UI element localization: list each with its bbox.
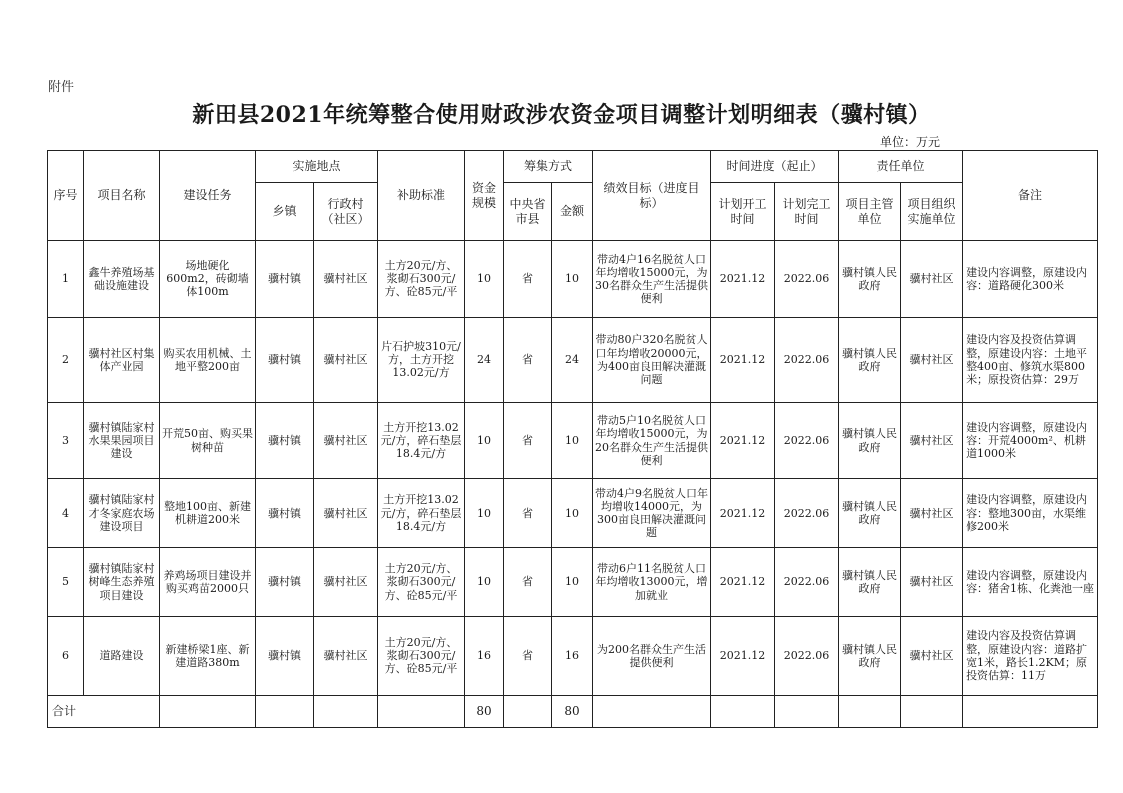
row-amount: 24: [552, 317, 593, 402]
row-end: 2022.06: [775, 616, 839, 695]
row-task: 开荒50亩、购买果树种苗: [160, 402, 256, 479]
row-seq: 5: [48, 548, 84, 617]
row-scale: 24: [465, 317, 504, 402]
row-subsidy: 片石护坡310元/方，土方开挖13.02元/方: [378, 317, 465, 402]
row-name: 骥村镇陆家村树峰生态养殖项目建设: [84, 548, 160, 617]
row-town: 骥村镇: [256, 616, 314, 695]
row-scale: 10: [465, 548, 504, 617]
row-start: 2021.12: [711, 317, 775, 402]
row-scale: 16: [465, 616, 504, 695]
header-note: 备注: [963, 151, 1098, 241]
header-level: 中央省市县: [504, 183, 552, 241]
header-start: 计划开工时间: [711, 183, 775, 241]
row-manager: 骥村镇人民政府: [839, 241, 901, 318]
row-end: 2022.06: [775, 317, 839, 402]
row-name: 骥村镇陆家村水果果园项目建设: [84, 402, 160, 479]
row-manager: 骥村镇人民政府: [839, 317, 901, 402]
row-amount: 10: [552, 479, 593, 548]
header-responsible: 责任单位: [839, 151, 963, 183]
row-town: 骥村镇: [256, 317, 314, 402]
row-seq: 2: [48, 317, 84, 402]
page-title: 新田县2021年统筹整合使用财政涉农资金项目调整计划明细表（骥村镇）: [192, 102, 931, 128]
header-end: 计划完工时间: [775, 183, 839, 241]
header-manager: 项目主管单位: [839, 183, 901, 241]
row-subsidy: 土方20元/方、浆砌石300元/方、砼85元/平: [378, 241, 465, 318]
total-cell: [314, 695, 378, 727]
row-end: 2022.06: [775, 241, 839, 318]
table-row: [48, 616, 1098, 695]
row-name: 鑫牛养殖场基础设施建设: [84, 241, 160, 318]
header-schedule: 时间进度（起止）: [711, 151, 839, 183]
total-amount: 80: [552, 695, 593, 727]
row-org: 骥村社区: [901, 241, 963, 318]
row-amount: 10: [552, 402, 593, 479]
row-target: 带动4户16名脱贫人口年均增收15000元，为30名群众生产生活提供便利: [593, 241, 711, 318]
row-org: 骥村社区: [901, 548, 963, 617]
row-level: 省: [504, 241, 552, 318]
header-location: 实施地点: [256, 151, 378, 183]
table-row: [48, 317, 1098, 402]
row-task: 整地100亩、新建机耕道200米: [160, 479, 256, 548]
table-row: [48, 479, 1098, 548]
header-town: 乡镇: [256, 183, 314, 241]
header-amount: 金额: [552, 183, 593, 241]
row-task: 新建桥梁1座、新建道路380m: [160, 616, 256, 695]
total-cell: [378, 695, 465, 727]
row-end: 2022.06: [775, 548, 839, 617]
row-manager: 骥村镇人民政府: [839, 548, 901, 617]
row-subsidy: 土方开挖13.02元/方，碎石垫层18.4元/方: [378, 479, 465, 548]
table-row: [48, 241, 1098, 318]
row-target: 带动4户9名脱贫人口年均增收14000元，为300亩良田解决灌溉问题: [593, 479, 711, 548]
row-note: 建设内容及投资估算调整，原建设内容：土地平整400亩、修筑水渠800米；原投资估算：29万: [963, 317, 1098, 402]
row-start: 2021.12: [711, 616, 775, 695]
row-org: 骥村社区: [901, 402, 963, 479]
row-town: 骥村镇: [256, 241, 314, 318]
row-level: 省: [504, 548, 552, 617]
row-name: 骥村社区村集体产业园: [84, 317, 160, 402]
row-org: 骥村社区: [901, 479, 963, 548]
row-start: 2021.12: [711, 548, 775, 617]
total-cell: [504, 695, 552, 727]
row-start: 2021.12: [711, 241, 775, 318]
row-start: 2021.12: [711, 402, 775, 479]
row-subsidy: 土方20元/方、浆砌石300元/方、砼85元/平: [378, 548, 465, 617]
header-seq: 序号: [48, 151, 84, 241]
row-target: 带动5户10名脱贫人口年均增收15000元，为20名群众生产生活提供便利: [593, 402, 711, 479]
header-task: 建设任务: [160, 151, 256, 241]
total-scale: 80: [465, 695, 504, 727]
row-manager: 骥村镇人民政府: [839, 479, 901, 548]
row-name: 骥村镇陆家村才冬家庭农场建设项目: [84, 479, 160, 548]
row-target: 为200名群众生产生活提供便利: [593, 616, 711, 695]
row-subsidy: 土方20元/方、浆砌石300元/方、砼85元/平: [378, 616, 465, 695]
header-subsidy: 补助标准: [378, 151, 465, 241]
total-label: 合计: [48, 695, 160, 727]
row-village: 骥村社区: [314, 241, 378, 318]
row-amount: 10: [552, 548, 593, 617]
total-cell: [593, 695, 711, 727]
row-scale: 10: [465, 402, 504, 479]
header-funding: 筹集方式: [504, 151, 593, 183]
row-village: 骥村社区: [314, 479, 378, 548]
header-scale: 资金规模: [465, 151, 504, 241]
row-town: 骥村镇: [256, 402, 314, 479]
total-cell: [839, 695, 901, 727]
row-end: 2022.06: [775, 479, 839, 548]
table-row: [48, 402, 1098, 479]
unit-label: 单位：万元: [880, 135, 941, 149]
row-village: 骥村社区: [314, 548, 378, 617]
row-task: 养鸡场项目建设并购买鸡苗2000只: [160, 548, 256, 617]
row-note: 建设内容调整，原建设内容：开荒4000m²、机耕道1000米: [963, 402, 1098, 479]
row-org: 骥村社区: [901, 317, 963, 402]
row-end: 2022.06: [775, 402, 839, 479]
row-scale: 10: [465, 479, 504, 548]
header-target: 绩效目标（进度目标）: [593, 151, 711, 241]
row-note: 建设内容调整，原建设内容：猪舍1栋、化粪池一座: [963, 548, 1098, 617]
row-town: 骥村镇: [256, 548, 314, 617]
header-org: 项目组织实施单位: [901, 183, 963, 241]
row-seq: 3: [48, 402, 84, 479]
total-cell: [160, 695, 256, 727]
row-village: 骥村社区: [314, 402, 378, 479]
header-village: 行政村（社区）: [314, 183, 378, 241]
total-cell: [256, 695, 314, 727]
row-subsidy: 土方开挖13.02元/方，碎石垫层18.4元/方: [378, 402, 465, 479]
row-seq: 4: [48, 479, 84, 548]
total-cell: [711, 695, 775, 727]
row-manager: 骥村镇人民政府: [839, 616, 901, 695]
table-row: [48, 548, 1098, 617]
attachment-label: 附件: [48, 80, 75, 95]
row-town: 骥村镇: [256, 479, 314, 548]
row-note: 建设内容及投资估算调整，原建设内容：道路扩宽1米，路长1.2KM；原投资估算：11万: [963, 616, 1098, 695]
row-seq: 1: [48, 241, 84, 318]
total-row: [48, 695, 1098, 727]
row-level: 省: [504, 317, 552, 402]
total-cell: [901, 695, 963, 727]
header-name: 项目名称: [84, 151, 160, 241]
row-scale: 10: [465, 241, 504, 318]
row-level: 省: [504, 616, 552, 695]
row-target: 带动80户320名脱贫人口年均增收20000元，为400亩良田解决灌溉问题: [593, 317, 711, 402]
row-seq: 6: [48, 616, 84, 695]
row-org: 骥村社区: [901, 616, 963, 695]
row-name: 道路建设: [84, 616, 160, 695]
row-note: 建设内容调整，原建设内容：整地300亩，水渠维修200米: [963, 479, 1098, 548]
total-cell: [963, 695, 1098, 727]
row-amount: 10: [552, 241, 593, 318]
row-village: 骥村社区: [314, 616, 378, 695]
row-level: 省: [504, 402, 552, 479]
project-table: [47, 150, 1098, 728]
row-level: 省: [504, 479, 552, 548]
row-task: 购买农用机械、土地平整200亩: [160, 317, 256, 402]
row-target: 带动6户11名脱贫人口年均增收13000元，增加就业: [593, 548, 711, 617]
row-task: 场地硬化600m2，砖砌墙体100m: [160, 241, 256, 318]
row-village: 骥村社区: [314, 317, 378, 402]
row-start: 2021.12: [711, 479, 775, 548]
row-manager: 骥村镇人民政府: [839, 402, 901, 479]
row-amount: 16: [552, 616, 593, 695]
total-cell: [775, 695, 839, 727]
row-note: 建设内容调整，原建设内容：道路硬化300米: [963, 241, 1098, 318]
